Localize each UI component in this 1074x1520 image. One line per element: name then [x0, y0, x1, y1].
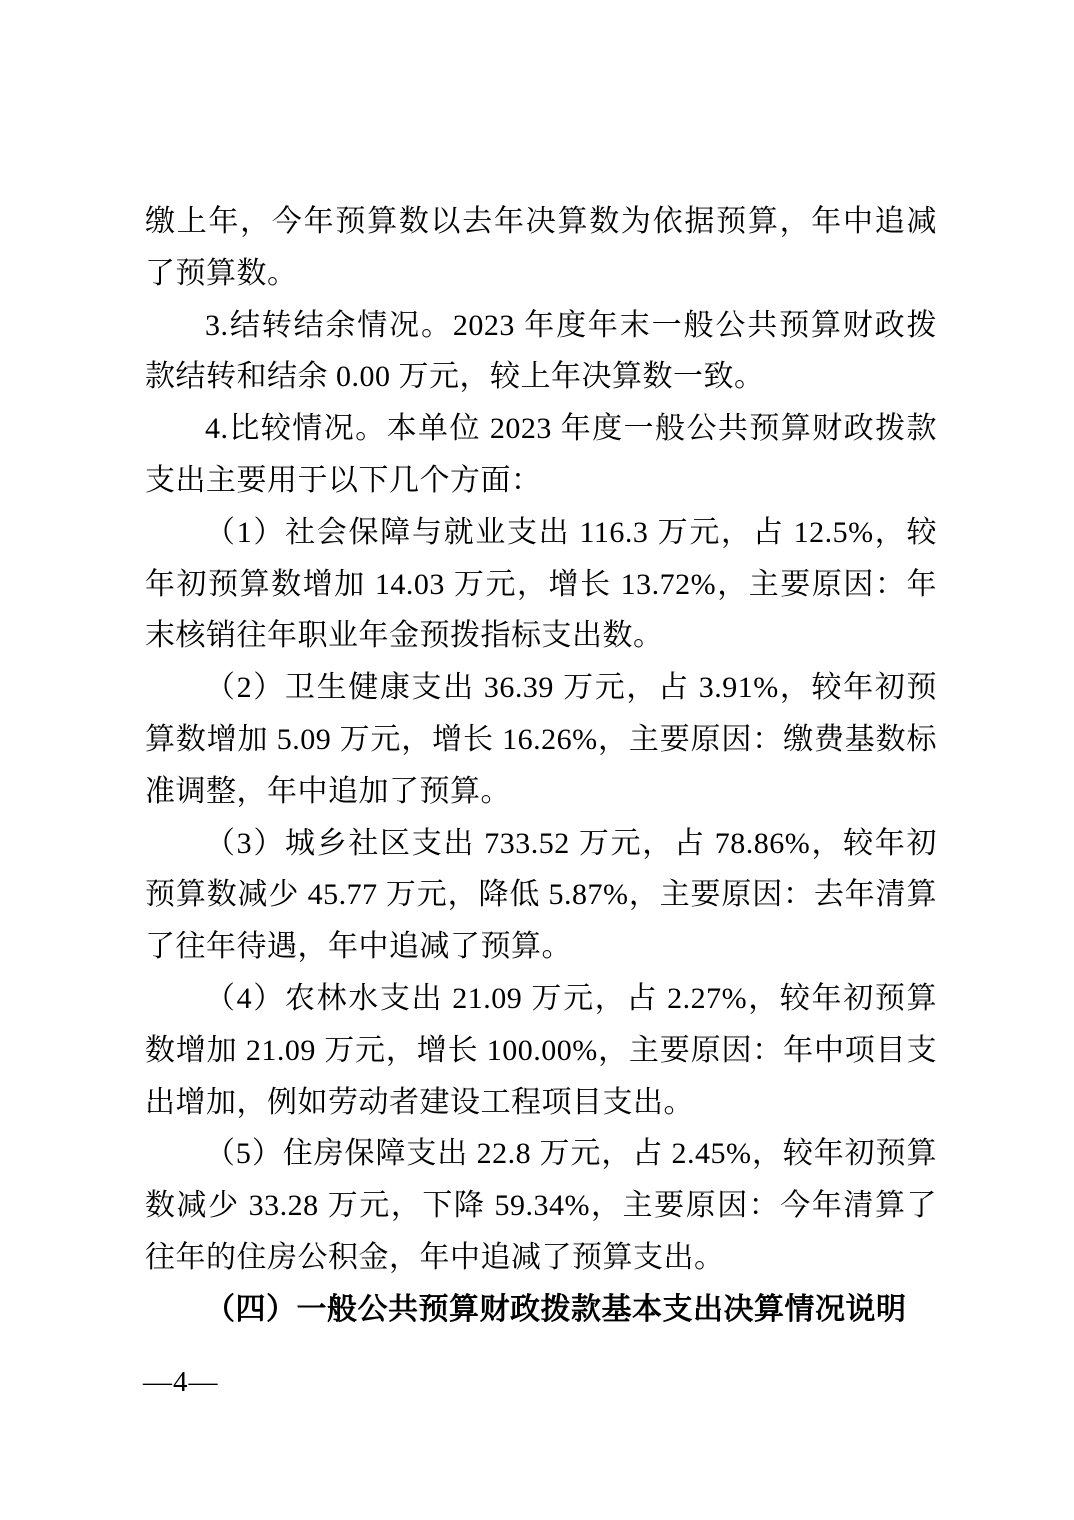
document-body — [145, 196, 937, 1336]
paragraph: 3.结转结余情况。2023 年度年末一般公共预算财政拨款结转和结余 0.00 万元，较上年决算数一致。 — [145, 308, 937, 394]
paragraph: （1）社会保障与就业支出 116.3 万元，占 12.5%，较年初预算数增加 14.03 万元，增长 13.72%，主要原因：年末核销往年职业年金预拨指标支出数。 — [145, 515, 937, 653]
paragraph: （3）城乡社区支出 733.52 万元，占 78.86%，较年初预算数减少 45.77 万元，降低 5.87%，主要原因：去年清算了往年待遇，年中追减了预算。 — [145, 826, 937, 964]
page-number: —4— — [143, 1366, 219, 1398]
section-heading: （四）一般公共预算财政拨款基本支出决算情况说明 — [205, 1292, 907, 1326]
paragraph: （2）卫生健康支出 36.39 万元，占 3.91%，较年初预算数增加 5.09 万元，增长 16.26%，主要原因：缴费基数标准调整，年中追加了预算。 — [145, 671, 937, 808]
paragraph: （4）农林水支出 21.09 万元，占 2.27%，较年初预算数增加 21.09 万元，增长 100.00%，主要原因：年中项目支出增加，例如劳动者建设工程项目支出。 — [145, 981, 937, 1119]
paragraph: 缴上年，今年预算数以去年决算数为依据预算，年中追减了预算数。 — [145, 205, 937, 290]
paragraph: 4.比较情况。本单位 2023 年度一般公共预算财政拨款支出主要用于以下几个方面： — [145, 412, 937, 497]
paragraph: （5）住房保障支出 22.8 万元，占 2.45%，较年初预算数减少 33.28 万元，下降 59.34%，主要原因：今年清算了往年的住房公积金，年中追减了预算支出。 — [145, 1137, 937, 1274]
